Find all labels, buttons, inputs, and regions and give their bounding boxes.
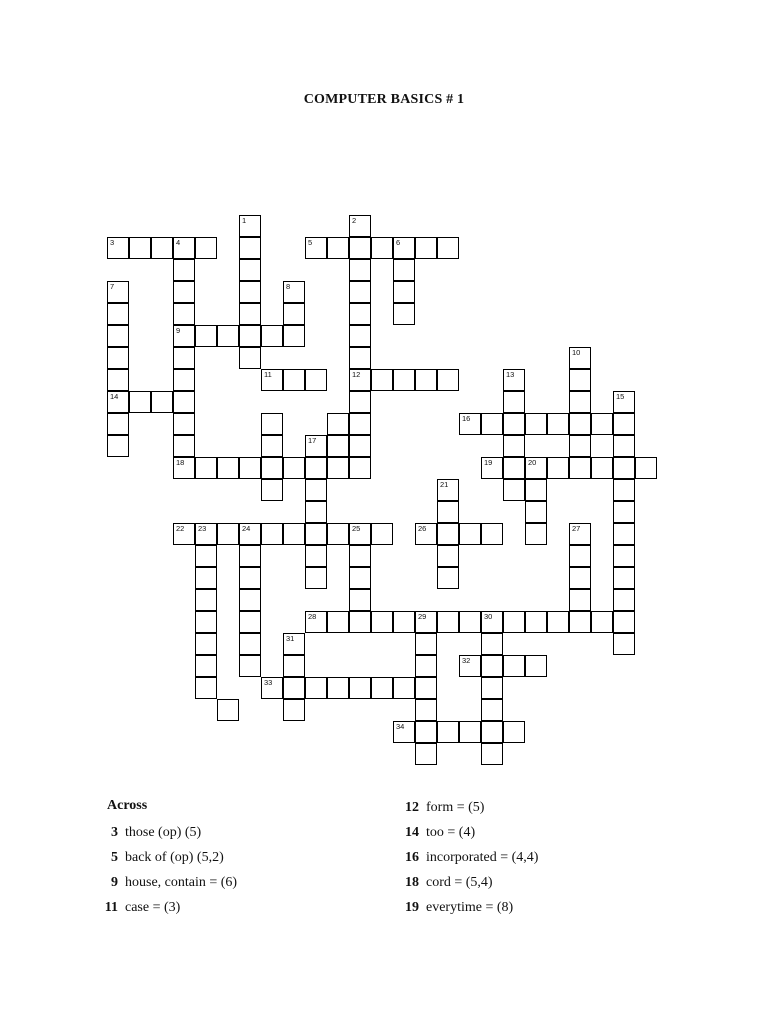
grid-cell[interactable] (239, 655, 261, 677)
grid-cell[interactable] (569, 457, 591, 479)
grid-cell[interactable] (305, 435, 327, 457)
grid-cell[interactable] (547, 611, 569, 633)
clue-item (397, 823, 475, 843)
clue-item (96, 848, 224, 868)
grid-cell[interactable] (349, 347, 371, 369)
grid-cell[interactable] (151, 391, 173, 413)
grid-cell[interactable] (305, 457, 327, 479)
grid-cell[interactable] (437, 721, 459, 743)
grid-cell[interactable] (173, 391, 195, 413)
grid-cell[interactable] (349, 523, 371, 545)
grid-cell[interactable] (481, 699, 503, 721)
grid-cell[interactable] (503, 457, 525, 479)
grid-cell[interactable] (613, 523, 635, 545)
grid-cell[interactable] (591, 611, 613, 633)
cell-number: 13 (506, 370, 515, 379)
grid-cell[interactable] (349, 545, 371, 567)
grid-cell[interactable] (239, 457, 261, 479)
grid-cell[interactable] (283, 369, 305, 391)
clue-number: 18 (405, 875, 419, 890)
grid-cell[interactable] (525, 479, 547, 501)
grid-cell[interactable] (239, 325, 261, 347)
grid-cell[interactable] (613, 633, 635, 655)
grid-cell[interactable] (261, 413, 283, 435)
grid-cell[interactable] (195, 523, 217, 545)
clue-number: 19 (405, 900, 419, 915)
grid-cell[interactable] (261, 369, 283, 391)
grid-cell[interactable] (195, 545, 217, 567)
grid-cell[interactable] (107, 281, 129, 303)
grid-cell[interactable] (283, 457, 305, 479)
grid-cell[interactable] (173, 237, 195, 259)
grid-cell[interactable] (459, 611, 481, 633)
grid-cell[interactable] (459, 523, 481, 545)
clue-item (96, 873, 237, 893)
cell-number: 25 (352, 524, 361, 533)
grid-cell[interactable] (393, 611, 415, 633)
grid-cell[interactable] (415, 677, 437, 699)
grid-cell[interactable] (261, 479, 283, 501)
clue-item (397, 898, 513, 918)
grid-cell[interactable] (239, 347, 261, 369)
grid-cell[interactable] (613, 501, 635, 523)
grid-cell[interactable] (481, 611, 503, 633)
grid-cell[interactable] (327, 435, 349, 457)
grid-cell[interactable] (349, 413, 371, 435)
grid-cell[interactable] (239, 611, 261, 633)
grid-cell[interactable] (547, 413, 569, 435)
grid-cell[interactable] (481, 523, 503, 545)
grid-cell[interactable] (107, 237, 129, 259)
clue-item (397, 848, 538, 868)
clue-text: cord = (5,4) (426, 875, 493, 890)
grid-cell[interactable] (613, 457, 635, 479)
across-heading: Across (107, 798, 148, 813)
grid-cell[interactable] (195, 589, 217, 611)
grid-cell[interactable] (525, 413, 547, 435)
clue-text: everytime = (8) (426, 900, 514, 915)
grid-cell[interactable] (437, 545, 459, 567)
grid-cell[interactable] (283, 699, 305, 721)
grid-cell[interactable] (349, 215, 371, 237)
cell-number: 11 (264, 370, 272, 379)
grid-cell[interactable] (415, 611, 437, 633)
grid-cell[interactable] (569, 369, 591, 391)
grid-cell[interactable] (217, 457, 239, 479)
clue-item (96, 898, 180, 918)
grid-cell[interactable] (305, 545, 327, 567)
clue-text: incorporated = (4,4) (426, 850, 539, 865)
grid-cell[interactable] (415, 721, 437, 743)
grid-cell[interactable] (525, 523, 547, 545)
cell-number: 27 (572, 524, 581, 533)
grid-cell[interactable] (503, 611, 525, 633)
grid-cell[interactable] (283, 281, 305, 303)
grid-cell[interactable] (613, 589, 635, 611)
grid-cell[interactable] (107, 413, 129, 435)
grid-cell[interactable] (437, 501, 459, 523)
grid-cell[interactable] (239, 567, 261, 589)
grid-cell[interactable] (437, 567, 459, 589)
grid-cell[interactable] (613, 479, 635, 501)
grid-cell[interactable] (437, 523, 459, 545)
grid-cell[interactable] (107, 347, 129, 369)
grid-cell[interactable] (481, 413, 503, 435)
grid-cell[interactable] (349, 325, 371, 347)
grid-cell[interactable] (261, 435, 283, 457)
grid-cell[interactable] (613, 545, 635, 567)
grid-cell[interactable] (239, 545, 261, 567)
cell-number: 28 (308, 612, 317, 621)
grid-cell[interactable] (503, 391, 525, 413)
grid-cell[interactable] (173, 369, 195, 391)
grid-cell[interactable] (569, 523, 591, 545)
grid-cell[interactable] (569, 435, 591, 457)
grid-cell[interactable] (173, 259, 195, 281)
grid-cell[interactable] (437, 479, 459, 501)
grid-cell[interactable] (239, 215, 261, 237)
cell-number: 4 (176, 238, 181, 247)
grid-cell[interactable] (415, 743, 437, 765)
grid-cell[interactable] (305, 523, 327, 545)
grid-cell[interactable] (195, 677, 217, 699)
grid-cell[interactable] (569, 413, 591, 435)
grid-cell[interactable] (613, 413, 635, 435)
cell-number: 20 (528, 458, 537, 467)
grid-cell[interactable] (195, 325, 217, 347)
grid-cell[interactable] (437, 611, 459, 633)
grid-cell[interactable] (195, 655, 217, 677)
grid-cell[interactable] (195, 457, 217, 479)
grid-cell[interactable] (349, 435, 371, 457)
grid-cell[interactable] (613, 391, 635, 413)
cell-number: 19 (484, 458, 493, 467)
grid-cell[interactable] (481, 677, 503, 699)
clue-item (96, 823, 201, 843)
cell-number: 6 (396, 238, 401, 247)
grid-cell[interactable] (415, 369, 437, 391)
cell-number: 1 (242, 216, 247, 225)
grid-cell[interactable] (305, 567, 327, 589)
grid-cell[interactable] (107, 435, 129, 457)
cell-number: 18 (176, 458, 185, 467)
clue-text: those (op) (5) (125, 825, 202, 840)
grid-cell[interactable] (503, 479, 525, 501)
grid-cell[interactable] (569, 545, 591, 567)
cell-number: 17 (308, 436, 317, 445)
grid-cell[interactable] (173, 325, 195, 347)
cell-number: 8 (286, 282, 291, 291)
clue-item (397, 873, 493, 893)
grid-cell[interactable] (415, 523, 437, 545)
grid-cell[interactable] (283, 325, 305, 347)
grid-cell[interactable] (349, 303, 371, 325)
grid-cell[interactable] (261, 523, 283, 545)
grid-cell[interactable] (349, 281, 371, 303)
cell-number: 34 (396, 722, 405, 731)
grid-cell[interactable] (393, 303, 415, 325)
grid-cell[interactable] (481, 721, 503, 743)
page-title: COMPUTER BASICS # 1 (303, 92, 465, 107)
grid-cell[interactable] (481, 633, 503, 655)
cell-number: 7 (110, 282, 115, 291)
grid-cell[interactable] (459, 655, 481, 677)
cell-number: 2 (352, 216, 357, 225)
grid-cell[interactable] (481, 743, 503, 765)
cell-number: 21 (440, 480, 449, 489)
grid-cell[interactable] (239, 237, 261, 259)
grid-cell[interactable] (239, 303, 261, 325)
grid-cell[interactable] (613, 567, 635, 589)
grid-cell[interactable] (173, 457, 195, 479)
grid-cell[interactable] (503, 721, 525, 743)
grid-cell[interactable] (349, 611, 371, 633)
clue-number: 9 (111, 875, 118, 890)
grid-cell[interactable] (107, 391, 129, 413)
grid-cell[interactable] (151, 237, 173, 259)
grid-cell[interactable] (173, 281, 195, 303)
grid-cell[interactable] (503, 655, 525, 677)
grid-cell[interactable] (569, 589, 591, 611)
grid-cell[interactable] (283, 303, 305, 325)
grid-cell[interactable] (195, 237, 217, 259)
grid-cell[interactable] (371, 369, 393, 391)
grid-cell[interactable] (327, 457, 349, 479)
grid-cell[interactable] (415, 237, 437, 259)
grid-cell[interactable] (217, 523, 239, 545)
grid-cell[interactable] (525, 501, 547, 523)
grid-cell[interactable] (239, 281, 261, 303)
grid-cell[interactable] (393, 369, 415, 391)
cell-number: 10 (572, 348, 581, 357)
grid-cell[interactable] (393, 721, 415, 743)
cell-number: 29 (418, 612, 427, 621)
grid-cell[interactable] (481, 457, 503, 479)
cell-number: 3 (110, 238, 115, 247)
grid-cell[interactable] (195, 633, 217, 655)
grid-cell[interactable] (261, 677, 283, 699)
grid-cell[interactable] (547, 457, 569, 479)
grid-cell[interactable] (173, 303, 195, 325)
grid-cell[interactable] (173, 435, 195, 457)
grid-cell[interactable] (503, 413, 525, 435)
clue-text: case = (3) (125, 900, 181, 915)
cell-number: 22 (176, 524, 185, 533)
grid-cell[interactable] (349, 567, 371, 589)
grid-cell[interactable] (349, 369, 371, 391)
grid-cell[interactable] (459, 413, 481, 435)
grid-cell[interactable] (635, 457, 657, 479)
cell-number: 23 (198, 524, 207, 533)
grid-cell[interactable] (613, 435, 635, 457)
grid-cell[interactable] (393, 237, 415, 259)
grid-cell[interactable] (415, 633, 437, 655)
grid-cell[interactable] (393, 259, 415, 281)
clue-number: 16 (405, 850, 419, 865)
grid-cell[interactable] (591, 457, 613, 479)
cell-number: 30 (484, 612, 493, 621)
grid-cell[interactable] (349, 457, 371, 479)
grid-cell[interactable] (503, 369, 525, 391)
clue-text: back of (op) (5,2) (125, 850, 224, 865)
cell-number: 15 (616, 392, 625, 401)
cell-number: 12 (352, 370, 361, 379)
clue-text: house, contain = (6) (125, 875, 238, 890)
cell-number: 26 (418, 524, 427, 533)
grid-cell[interactable] (107, 303, 129, 325)
grid-cell[interactable] (217, 325, 239, 347)
clue-number: 11 (104, 900, 118, 915)
grid-cell[interactable] (173, 523, 195, 545)
cell-number: 24 (242, 524, 251, 533)
grid-cell[interactable] (525, 611, 547, 633)
grid-cell[interactable] (371, 523, 393, 545)
grid-cell[interactable] (393, 677, 415, 699)
clue-number: 14 (405, 825, 419, 840)
grid-cell[interactable] (327, 611, 349, 633)
cell-number: 9 (176, 326, 181, 335)
grid-cell[interactable] (239, 259, 261, 281)
grid-cell[interactable] (305, 677, 327, 699)
grid-cell[interactable] (195, 567, 217, 589)
grid-cell[interactable] (415, 655, 437, 677)
grid-cell[interactable] (481, 655, 503, 677)
grid-cell[interactable] (283, 633, 305, 655)
grid-cell[interactable] (327, 237, 349, 259)
grid-cell[interactable] (525, 655, 547, 677)
grid-cell[interactable] (129, 237, 151, 259)
grid-cell[interactable] (107, 325, 129, 347)
grid-cell[interactable] (569, 391, 591, 413)
grid-cell[interactable] (283, 523, 305, 545)
cell-number: 5 (308, 238, 313, 247)
grid-cell[interactable] (261, 325, 283, 347)
cell-number: 31 (286, 634, 295, 643)
grid-cell[interactable] (283, 655, 305, 677)
grid-cell[interactable] (305, 501, 327, 523)
grid-cell[interactable] (569, 347, 591, 369)
grid-cell[interactable] (107, 369, 129, 391)
grid-cell[interactable] (129, 391, 151, 413)
grid-cell[interactable] (305, 479, 327, 501)
grid-cell[interactable] (503, 435, 525, 457)
grid-cell[interactable] (613, 611, 635, 633)
grid-cell[interactable] (327, 413, 349, 435)
grid-cell[interactable] (437, 369, 459, 391)
cell-number: 14 (110, 392, 119, 401)
cell-number: 33 (264, 678, 273, 687)
cell-number: 16 (462, 414, 471, 423)
grid-cell[interactable] (305, 369, 327, 391)
grid-cell[interactable] (349, 237, 371, 259)
grid-cell[interactable] (569, 611, 591, 633)
grid-cell[interactable] (371, 237, 393, 259)
grid-cell[interactable] (173, 347, 195, 369)
grid-cell[interactable] (349, 391, 371, 413)
grid-cell[interactable] (305, 611, 327, 633)
grid-cell[interactable] (349, 589, 371, 611)
grid-cell[interactable] (327, 677, 349, 699)
grid-cell[interactable] (569, 567, 591, 589)
grid-cell[interactable] (327, 523, 349, 545)
grid-cell[interactable] (195, 611, 217, 633)
cell-number: 32 (462, 656, 471, 665)
clue-number: 5 (111, 850, 118, 865)
clue-number: 3 (111, 825, 118, 840)
grid-cell[interactable] (261, 457, 283, 479)
grid-cell[interactable] (437, 237, 459, 259)
grid-cell[interactable] (415, 699, 437, 721)
grid-cell[interactable] (239, 589, 261, 611)
grid-cell[interactable] (459, 721, 481, 743)
grid-cell[interactable] (305, 237, 327, 259)
grid-cell[interactable] (239, 633, 261, 655)
grid-cell[interactable] (217, 699, 239, 721)
grid-cell[interactable] (349, 259, 371, 281)
grid-cell[interactable] (371, 677, 393, 699)
clue-text: form = (5) (426, 800, 485, 815)
clue-number: 12 (405, 800, 419, 815)
grid-cell[interactable] (173, 413, 195, 435)
grid-cell[interactable] (393, 281, 415, 303)
clue-text: too = (4) (426, 825, 476, 840)
grid-cell[interactable] (239, 523, 261, 545)
grid-cell[interactable] (349, 677, 371, 699)
grid-cell[interactable] (371, 611, 393, 633)
clue-item (397, 798, 484, 818)
grid-cell[interactable] (525, 457, 547, 479)
grid-cell[interactable] (283, 677, 305, 699)
grid-cell[interactable] (591, 413, 613, 435)
